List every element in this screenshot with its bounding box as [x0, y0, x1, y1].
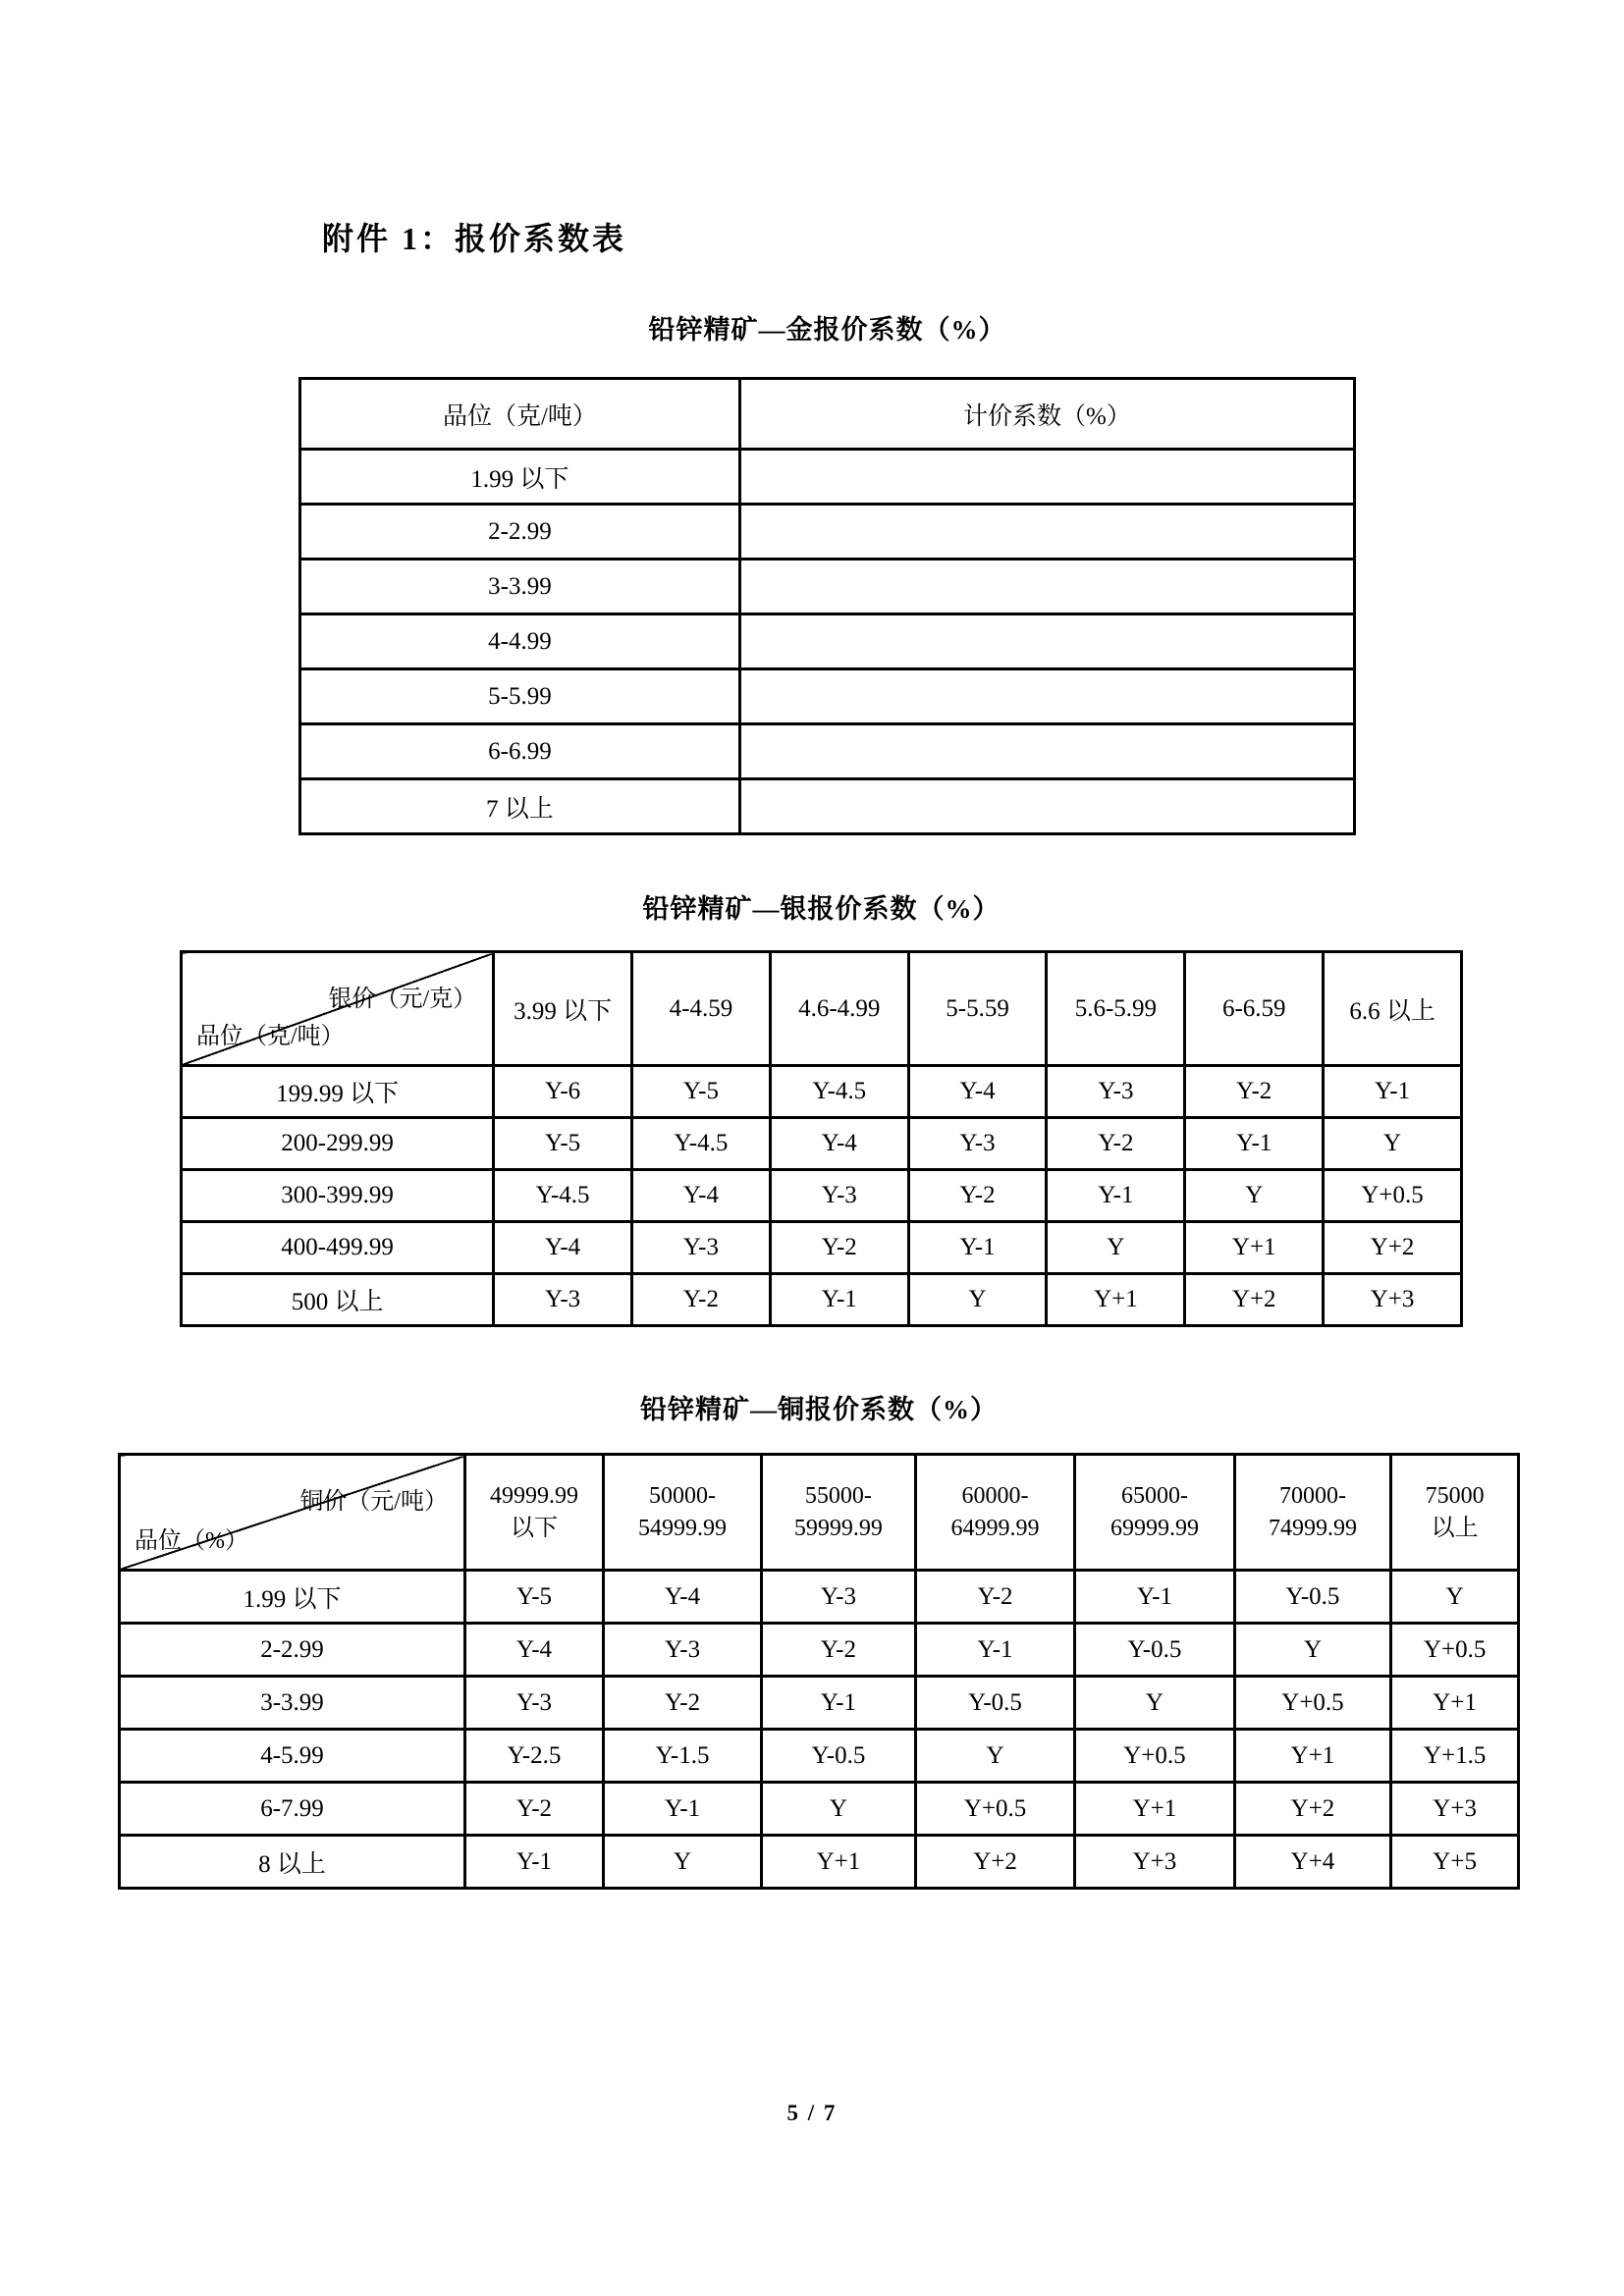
coefficient-cell: Y-1	[1047, 1170, 1185, 1222]
grade-cell: 1.99 以下	[120, 1571, 465, 1624]
column-header: 4-4.59	[632, 952, 771, 1066]
coefficient-cell: Y	[1391, 1571, 1519, 1624]
coefficient-cell: Y-1	[770, 1274, 908, 1326]
gold-coefficient-table	[298, 377, 1356, 835]
coefficient-cell: Y-3	[908, 1118, 1047, 1170]
coefficient-cell: Y-1	[762, 1677, 916, 1730]
table-row	[120, 1783, 1519, 1836]
coefficient-cell: Y-2	[632, 1274, 771, 1326]
table-row	[120, 1730, 1519, 1783]
column-header: 5.6-5.99	[1047, 952, 1185, 1066]
column-header: 4.6-4.99	[770, 952, 908, 1066]
column-header-line: 65000-	[1120, 1483, 1188, 1510]
table-row	[300, 724, 1355, 779]
column-header-line: 74999.99	[1268, 1515, 1357, 1541]
coefficient-cell: Y-2	[770, 1222, 908, 1274]
coefficient-cell: Y-3	[1047, 1066, 1185, 1118]
column-header-line: 以下	[511, 1515, 558, 1541]
grade-cell: 2-2.99	[300, 505, 740, 560]
coefficient-cell: Y+1	[1075, 1783, 1234, 1836]
table-header-row	[120, 1455, 1519, 1571]
column-header-line: 59999.99	[793, 1515, 883, 1541]
column-header-grade: 品位（克/吨）	[300, 379, 740, 450]
coefficient-cell: Y+1	[762, 1836, 916, 1889]
column-header	[604, 1455, 762, 1571]
page-title: 附件 1：报价系数表	[322, 221, 627, 256]
coefficient-cell: Y+2	[1185, 1274, 1324, 1326]
coefficient-cell: Y-2	[915, 1571, 1074, 1624]
coefficient-cell: Y+0.5	[1324, 1170, 1462, 1222]
table-row	[182, 1066, 1462, 1118]
table-row	[300, 669, 1355, 724]
table-row	[182, 1170, 1462, 1222]
column-header-line: 64999.99	[950, 1515, 1040, 1541]
coefficient-cell: Y	[762, 1783, 916, 1836]
coefficient-cell: Y-2	[762, 1624, 916, 1677]
table-header-row	[182, 952, 1462, 1066]
coefficient-cell: Y+0.5	[1391, 1624, 1519, 1677]
coefficient-cell: Y+1	[1391, 1677, 1519, 1730]
column-header: 3.99 以下	[494, 952, 632, 1066]
grade-cell: 6-6.99	[300, 724, 740, 779]
column-header-line: 49999.99	[490, 1483, 578, 1510]
diagonal-top-label: 铜价（元/吨）	[299, 1489, 448, 1515]
coefficient-cell: Y+1	[1185, 1222, 1324, 1274]
coefficient-cell: Y-5	[464, 1571, 603, 1624]
grade-cell: 199.99 以下	[182, 1066, 494, 1118]
coefficient-cell: Y+2	[1324, 1222, 1462, 1274]
grade-cell: 2-2.99	[120, 1624, 465, 1677]
coefficient-cell: Y-3	[770, 1170, 908, 1222]
table-row	[182, 1274, 1462, 1326]
coefficient-cell: Y+4	[1234, 1836, 1391, 1889]
grade-cell: 4-5.99	[120, 1730, 465, 1783]
diagonal-bottom-label: 品位（%）	[135, 1528, 248, 1554]
column-header	[915, 1455, 1074, 1571]
table-row	[120, 1624, 1519, 1677]
coefficient-cell: Y	[1047, 1222, 1185, 1274]
column-header	[464, 1455, 603, 1571]
diagonal-top-label: 银价（元/克）	[328, 987, 477, 1012]
table-row	[300, 560, 1355, 614]
grade-cell: 3-3.99	[300, 560, 740, 614]
coefficient-cell: Y+3	[1391, 1783, 1519, 1836]
coefficient-cell: Y-1	[1185, 1118, 1324, 1170]
coefficient-cell: Y-1	[1324, 1066, 1462, 1118]
coefficient-cell: Y-3	[762, 1571, 916, 1624]
coefficient-cell: Y-3	[464, 1677, 603, 1730]
silver-table-title: 铅锌精矿—银报价系数（%）	[642, 894, 1001, 924]
coefficient-cell: Y-4	[604, 1571, 762, 1624]
diagonal-header-cell	[182, 952, 494, 1066]
coefficient-cell	[739, 779, 1354, 834]
column-header	[1391, 1455, 1519, 1571]
column-header-line: 55000-	[804, 1483, 872, 1510]
grade-cell: 300-399.99	[182, 1170, 494, 1222]
coefficient-cell: Y	[1234, 1624, 1391, 1677]
coefficient-cell: Y-5	[494, 1118, 632, 1170]
column-header: 5-5.59	[908, 952, 1047, 1066]
coefficient-cell: Y-0.5	[1075, 1624, 1234, 1677]
coefficient-cell: Y-1.5	[604, 1730, 762, 1783]
coefficient-cell: Y-1	[1075, 1571, 1234, 1624]
coefficient-cell: Y-2	[1185, 1066, 1324, 1118]
coefficient-cell: Y-4	[770, 1118, 908, 1170]
grade-cell: 500 以上	[182, 1274, 494, 1326]
coefficient-cell: Y-1	[908, 1222, 1047, 1274]
coefficient-cell: Y-4	[464, 1624, 603, 1677]
coefficient-cell: Y-0.5	[1234, 1571, 1391, 1624]
grade-cell: 7 以上	[300, 779, 740, 834]
table-row	[182, 1222, 1462, 1274]
coefficient-cell: Y-1	[604, 1783, 762, 1836]
coefficient-cell: Y-2	[464, 1783, 603, 1836]
table-row	[182, 1118, 1462, 1170]
column-header: 6-6.59	[1185, 952, 1324, 1066]
grade-cell: 3-3.99	[120, 1677, 465, 1730]
column-header	[762, 1455, 916, 1571]
table-row	[120, 1836, 1519, 1889]
table-row	[300, 450, 1355, 505]
table-row	[120, 1677, 1519, 1730]
coefficient-cell: Y+2	[1234, 1783, 1391, 1836]
column-header-line: 69999.99	[1110, 1515, 1199, 1541]
coefficient-cell: Y+3	[1075, 1836, 1234, 1889]
coefficient-cell: Y-4	[632, 1170, 771, 1222]
coefficient-cell: Y-0.5	[915, 1677, 1074, 1730]
coefficient-cell: Y-5	[632, 1066, 771, 1118]
coefficient-cell: Y+3	[1324, 1274, 1462, 1326]
coefficient-cell	[739, 505, 1354, 560]
coefficient-cell: Y+1	[1234, 1730, 1391, 1783]
column-header-line: 70000-	[1278, 1483, 1346, 1510]
coefficient-cell	[739, 450, 1354, 505]
table-row	[120, 1571, 1519, 1624]
coefficient-cell: Y	[908, 1274, 1047, 1326]
coefficient-cell: Y-1	[464, 1836, 603, 1889]
column-header-line: 60000-	[961, 1483, 1029, 1510]
coefficient-cell: Y-2	[908, 1170, 1047, 1222]
silver-coefficient-table	[180, 950, 1463, 1327]
coefficient-cell: Y-0.5	[762, 1730, 916, 1783]
copper-coefficient-table	[118, 1453, 1520, 1890]
column-header	[1075, 1455, 1234, 1571]
coefficient-cell: Y-3	[632, 1222, 771, 1274]
column-header-coefficient: 计价系数（%）	[739, 379, 1354, 450]
coefficient-cell: Y	[604, 1836, 762, 1889]
coefficient-cell: Y	[915, 1730, 1074, 1783]
grade-cell: 200-299.99	[182, 1118, 494, 1170]
coefficient-cell: Y+0.5	[1075, 1730, 1234, 1783]
coefficient-cell: Y-4.5	[770, 1066, 908, 1118]
copper-table-title: 铅锌精矿—铜报价系数（%）	[640, 1395, 998, 1424]
page-number: 5 / 7	[786, 2101, 838, 2125]
grade-cell: 8 以上	[120, 1836, 465, 1889]
coefficient-cell: Y+0.5	[1234, 1677, 1391, 1730]
coefficient-cell: Y-4.5	[632, 1118, 771, 1170]
grade-cell: 4-4.99	[300, 614, 740, 669]
grade-cell: 400-499.99	[182, 1222, 494, 1274]
grade-cell: 6-7.99	[120, 1783, 465, 1836]
grade-cell: 1.99 以下	[300, 450, 740, 505]
grade-cell: 5-5.99	[300, 669, 740, 724]
column-header-line: 75000	[1425, 1483, 1485, 1510]
coefficient-cell: Y+1	[1047, 1274, 1185, 1326]
coefficient-cell: Y+2	[915, 1836, 1074, 1889]
column-header	[1234, 1455, 1391, 1571]
coefficient-cell	[739, 724, 1354, 779]
column-header-line: 54999.99	[638, 1515, 728, 1541]
coefficient-cell: Y-2	[604, 1677, 762, 1730]
coefficient-cell: Y+0.5	[915, 1783, 1074, 1836]
diagonal-header-cell	[120, 1455, 465, 1571]
coefficient-cell: Y+1.5	[1391, 1730, 1519, 1783]
coefficient-cell: Y-4	[494, 1222, 632, 1274]
coefficient-cell: Y-4.5	[494, 1170, 632, 1222]
coefficient-cell: Y	[1075, 1677, 1234, 1730]
table-row	[300, 505, 1355, 560]
coefficient-cell	[739, 560, 1354, 614]
coefficient-cell: Y	[1185, 1170, 1324, 1222]
coefficient-cell: Y-2	[1047, 1118, 1185, 1170]
column-header-line: 50000-	[649, 1483, 717, 1510]
table-row	[300, 614, 1355, 669]
table-row	[300, 779, 1355, 834]
diagonal-bottom-label: 品位（克/吨）	[196, 1024, 345, 1049]
coefficient-cell: Y	[1324, 1118, 1462, 1170]
table-header-row	[300, 379, 1355, 450]
coefficient-cell: Y-1	[915, 1624, 1074, 1677]
coefficient-cell: Y-3	[494, 1274, 632, 1326]
coefficient-cell: Y-3	[604, 1624, 762, 1677]
gold-table-title: 铅锌精矿—金报价系数（%）	[648, 315, 1006, 345]
coefficient-cell: Y-4	[908, 1066, 1047, 1118]
coefficient-cell: Y+5	[1391, 1836, 1519, 1889]
coefficient-cell: Y-2.5	[464, 1730, 603, 1783]
column-header-line: 以上	[1431, 1515, 1479, 1541]
coefficient-cell: Y-6	[494, 1066, 632, 1118]
coefficient-cell	[739, 669, 1354, 724]
column-header: 6.6 以上	[1324, 952, 1462, 1066]
coefficient-cell	[739, 614, 1354, 669]
